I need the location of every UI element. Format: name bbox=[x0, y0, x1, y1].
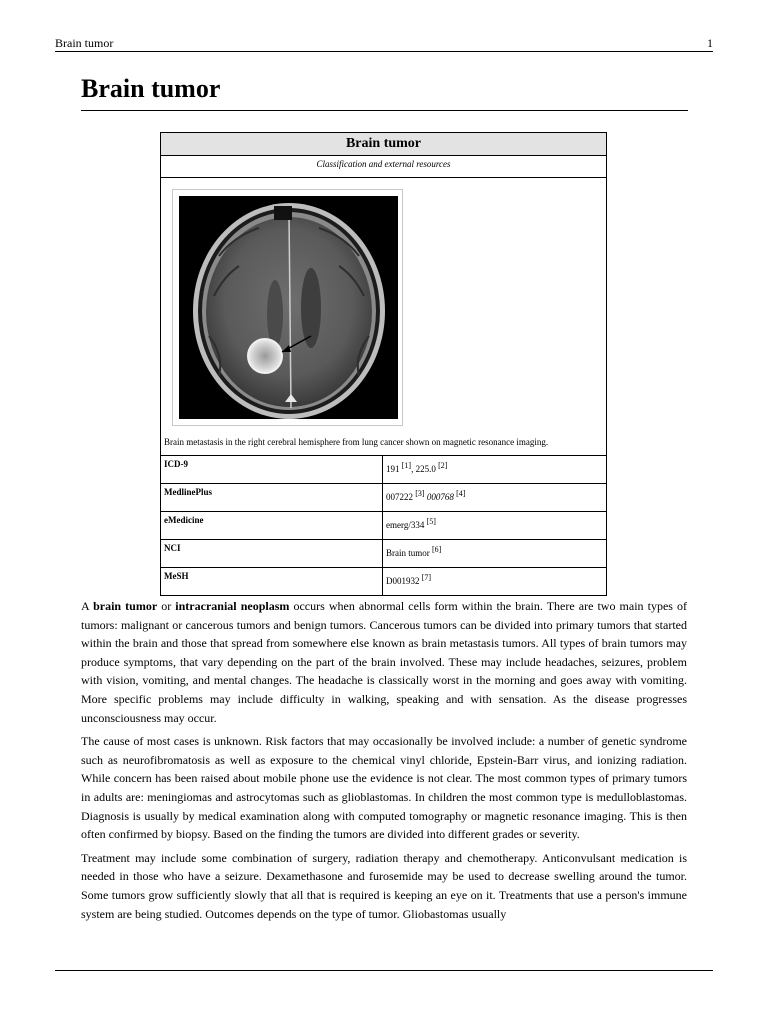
infobox-row-label: eMedicine bbox=[161, 512, 383, 539]
reference-link[interactable]: [5] bbox=[426, 517, 436, 526]
running-title: Brain tumor bbox=[55, 36, 114, 50]
body-paragraph bbox=[81, 849, 687, 923]
paragraph-text: A bbox=[81, 599, 94, 613]
mri-scan-graphic bbox=[179, 196, 398, 419]
infobox-row-label: NCI bbox=[161, 540, 383, 567]
infobox-rows bbox=[161, 456, 606, 595]
reference-link[interactable]: [3] bbox=[415, 489, 425, 498]
body-paragraph bbox=[81, 597, 687, 727]
infobox-title: Brain tumor bbox=[161, 133, 606, 156]
body-paragraph bbox=[81, 732, 687, 844]
infobox-image-cell bbox=[161, 178, 606, 456]
reference-link[interactable]: [4] bbox=[456, 489, 466, 498]
infobox-row bbox=[161, 512, 606, 540]
mri-image[interactable] bbox=[172, 189, 403, 426]
page-number: 1 bbox=[707, 36, 713, 50]
paragraph-text: occurs when abnormal cells form within the brain. There are two main types of tumors: malignant or cancerous tumors and benign tumors. Cancerous tumors can be divided into primary tumors that started within the brain and those that spread from somewhere else known as brain metastasis tumors. All types of brain tumors may produce symptoms, that vary depending on the part of the brain involved. These may include headaches, seizures, problem with vision, vomiting, and mental changes. The headache is classically worst in the morning and goes away with vomiting. More specific problems may include difficulty in walking, speaking and with sensation. As the disease progresses unconsciousness may occur. bbox=[81, 599, 688, 725]
image-caption: Brain metastasis in the right cerebral hemisphere from lung cancer shown on magnetic resonance imaging. bbox=[164, 437, 549, 447]
bold-term: intracranial neoplasm bbox=[175, 599, 290, 613]
paragraph-text: Treatment may include some combination of surgery, radiation therapy and chemotherapy. Anticonvulsant medication is needed in those who have a seizure. Dexamethasone and furosemide may be used to decrease swelling around the tumor. Some tumors grow sufficiently slowly that all that is required is keeping an eye on it. Treatments that use a person's immune system are being studied. Outcomes depends on the type of tumor. Gliobastomas usually bbox=[81, 850, 687, 921]
external-id-text[interactable]: Brain tumor bbox=[386, 548, 432, 558]
infobox-row-value bbox=[383, 456, 606, 483]
reference-link[interactable]: [7] bbox=[421, 573, 432, 582]
external-id-link[interactable]: 000768 bbox=[426, 492, 454, 502]
header-rule bbox=[55, 51, 713, 52]
external-id-text[interactable]: D001932 bbox=[386, 576, 422, 586]
reference-link[interactable]: [2] bbox=[438, 461, 448, 470]
external-id-text[interactable]: emerg/334 bbox=[386, 520, 427, 530]
page-title: Brain tumor bbox=[81, 74, 221, 103]
paragraph-text: The cause of most cases is unknown. Risk factors that may occasionally be involved include: a number of genetic syndrome such as neurofibromatosis as well as exposure to the chemical vinyl chloride, Epstein-Barr virus, and ionizing radiation. While concern has been raised about mobile phone use the evidence is not clear. The most common types of primary tumors in adults are: meningiomas and astrocytomas such as glioblastomas. In children the most common type is medulloblastomas. Diagnosis is usually by medical examination along with computed tomography or magnetic resonance imaging. This is then often confirmed by biopsy. Based on the finding the tumors are divided into different grades or severity. bbox=[81, 734, 687, 842]
paragraph-text: or bbox=[157, 599, 176, 613]
running-header bbox=[55, 36, 713, 50]
infobox-row bbox=[161, 456, 606, 484]
infobox-row-value bbox=[383, 512, 606, 539]
external-id-text[interactable]: 191 bbox=[386, 464, 402, 474]
reference-link[interactable]: [1] bbox=[401, 461, 412, 470]
footer-rule bbox=[55, 970, 713, 971]
external-id-text[interactable]: , 225.0 bbox=[411, 464, 439, 474]
infobox-row-label: MedlinePlus bbox=[161, 484, 383, 511]
reference-link[interactable]: [6] bbox=[432, 545, 442, 554]
infobox-row-value bbox=[383, 540, 606, 567]
infobox-row-label: MeSH bbox=[161, 568, 383, 595]
infobox-row-label: ICD-9 bbox=[161, 456, 383, 483]
external-id-text[interactable]: 007222 bbox=[386, 492, 416, 502]
infobox-row bbox=[161, 484, 606, 512]
infobox-row-value bbox=[383, 568, 606, 595]
infobox-subtitle: Classification and external resources bbox=[161, 156, 606, 178]
article-body bbox=[81, 597, 687, 928]
title-rule bbox=[81, 110, 688, 111]
infobox-row bbox=[161, 568, 606, 595]
infobox-row-value bbox=[383, 484, 606, 511]
bold-term: brain tumor bbox=[93, 599, 158, 613]
infobox-row bbox=[161, 540, 606, 568]
infobox bbox=[160, 132, 607, 596]
